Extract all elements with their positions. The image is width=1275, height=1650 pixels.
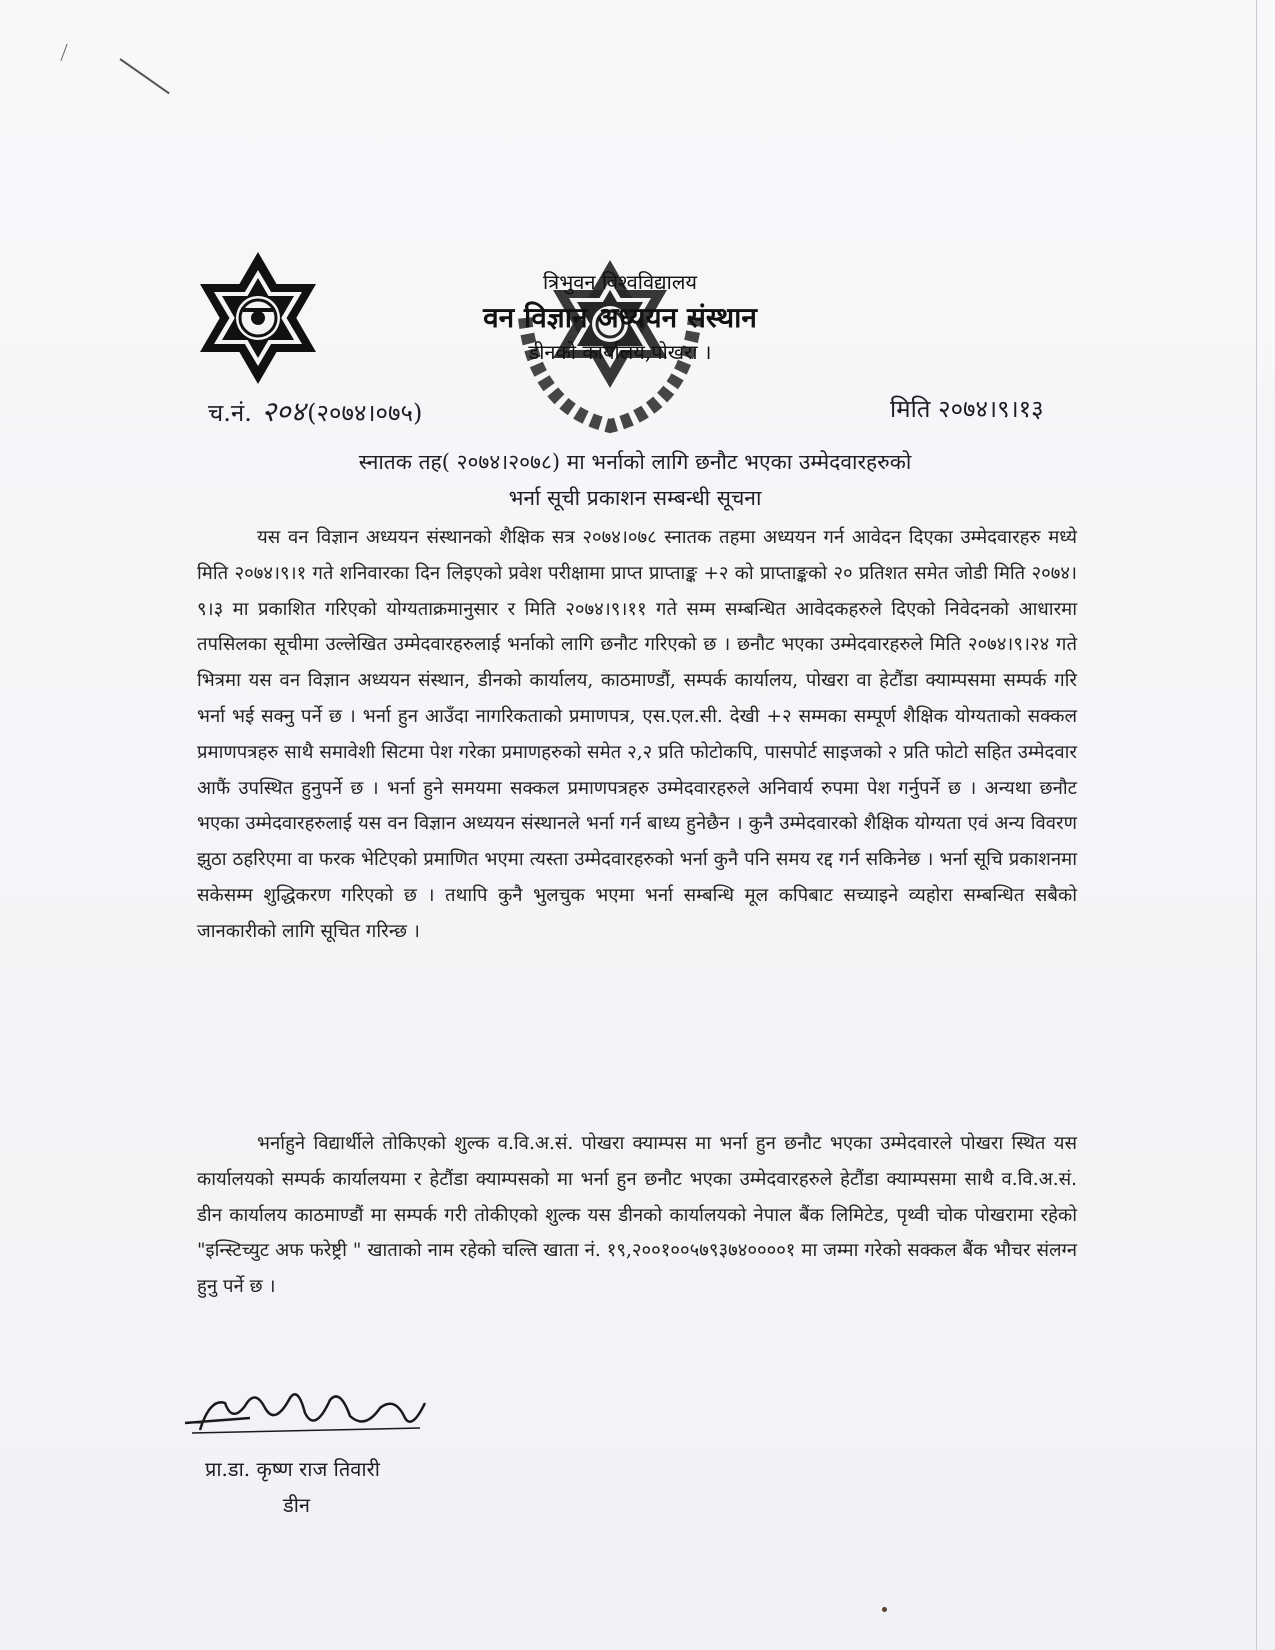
notice-title-line2: भर्ना सूची प्रकाशन सम्बन्धी सूचना (508, 486, 762, 510)
university-logo-icon (188, 248, 328, 388)
staple-mark (119, 58, 169, 94)
notice-paragraph-2: भर्नाहुने विद्यार्थीले तोकिएको शुल्क व.वि.अ.सं. पोखरा क्याम्पस मा भर्ना हुन छनौट भएका उम्मेदवारले पोखरा स्थित यस कार्यालयको सम्पर्क कार्यालयमा र हेटौंडा क्याम्पसको मा भर्ना हुन छनौट भएका उम्मेदवारहरुले हेटौंडा क्याम्पसमा साथै व.वि.अ.सं. डीन कार्यालय काठमाण्डौं मा सम्पर्क गरी तोकीएको शुल्क यस डीनको कार्यालयको नेपाल बैंक लिमिटेड, पृथ्वी चोक पोखरामा रहेको "इन्स्टिच्युट अफ फरेष्ट्री " खाताको नाम रहेको चल्ति खाता नं. १९,२००१००५७९३७४००००१ मा जम्मा गरेको सक्कल बैंक भौचर संलग्न हुनु पर्ने छ । (197, 1133, 1077, 1298)
signature-icon (180, 1378, 440, 1448)
signatory-title: डीन (283, 1493, 310, 1517)
ink-speck (882, 1607, 887, 1612)
institute-name: वन विज्ञान अध्ययन संस्थान (483, 301, 757, 334)
staple-mark-small (60, 44, 67, 61)
notice-title-line1: स्नातक तह( २०७४।२०७८) मा भर्नाको लागि छनौट भएका उम्मेदवारहरुको (358, 450, 912, 474)
reference-number (208, 392, 422, 430)
university-name: त्रिभुवन विश्वविद्यालय (542, 270, 698, 294)
ref-number-handwritten: २०४ (261, 395, 306, 428)
signatory-name: प्रा.डा. कृष्ण राज तिवारी (205, 1457, 380, 1481)
ref-fiscal-year: (२०७४।०७५) (307, 399, 423, 427)
office-name: डीनको कार्यालय,पोखरा । (528, 340, 712, 364)
ref-label: च.नं. (208, 399, 252, 427)
notice-date: मिति २०७४।९।१३ (890, 395, 1044, 423)
page-edge (1256, 0, 1257, 1650)
notice-paragraph-1: यस वन विज्ञान अध्ययन संस्थानको शैक्षिक सत्र २०७४।०७८ स्नातक तहमा अध्ययन गर्न आवेदन दिएका उम्मेदवारहरु मध्ये मिति २०७४।९।१ गते शनिवारका दिन लिइएको प्रवेश परीक्षामा प्राप्त प्राप्ताङ्क +२ को प्राप्ताङ्कको २० प्रतिशत समेत जोडी मिति २०७४।९।३ मा प्रकाशित गरिएको योग्यताक्रमानुसार र मिति २०७४।९।११ गते सम्म सम्बन्धित आवेदकहरुले दिएको निवेदनको आधारमा तपसिलका सूचीमा उल्लेखित उम्मेदवारहरुलाई भर्नाको लागि छनौट गरिएको छ । छनौट भएका उम्मेदवारहरुले मिति २०७४।९।२४ गते भित्रमा यस वन विज्ञान अध्ययन संस्थान, डीनको कार्यालय, काठमाण्डौं, सम्पर्क कार्यालय, पोखरा वा हेटौंडा क्याम्पसमा सम्पर्क गरि भर्ना भई सक्नु पर्ने छ । भर्ना हुन आउँदा नागरिकताको प्रमाणपत्र, एस.एल.सी. देखी +२ सम्मका सम्पूर्ण शैक्षिक योग्यताको सक्कल प्रमाणपत्रहरु साथै समावेशी सिटमा पेश गरेका प्रमाणहरुको समेत २,२ प्रति फोटोकपि, पासपोर्ट साइजको २ प्रति फोटो सहित उम्मेदवार आफैं उपस्थित हुनुपर्ने छ । भर्ना हुने समयमा सक्कल प्रमाणपत्रहरु उम्मेदवारहरुले अनिवार्य रुपमा पेश गर्नुपर्ने छ । अन्यथा छनौट भएका उम्मेदवारहरुलाई यस वन विज्ञान अध्ययन संस्थानले भर्ना गर्न बाध्य हुनेछैन । कुनै उम्मेदवारको शैक्षिक योग्यता एवं अन्य विवरण झुठा ठहरिएमा वा फरक भेटिएको प्रमाणित भएमा त्यस्ता उम्मेदवारहरुको भर्ना कुनै पनि समय रद्द गर्न सकिनेछ । भर्ना सूचि प्रकाशनमा सकेसम्म शुद्धिकरण गरिएको छ । तथापि कुनै भुलचुक भएमा भर्ना सम्बन्धि मूल कपिबाट सच्याइने व्यहोरा सम्बन्धित सबैको जानकारीको लागि सूचित गरिन्छ । (197, 527, 1077, 942)
